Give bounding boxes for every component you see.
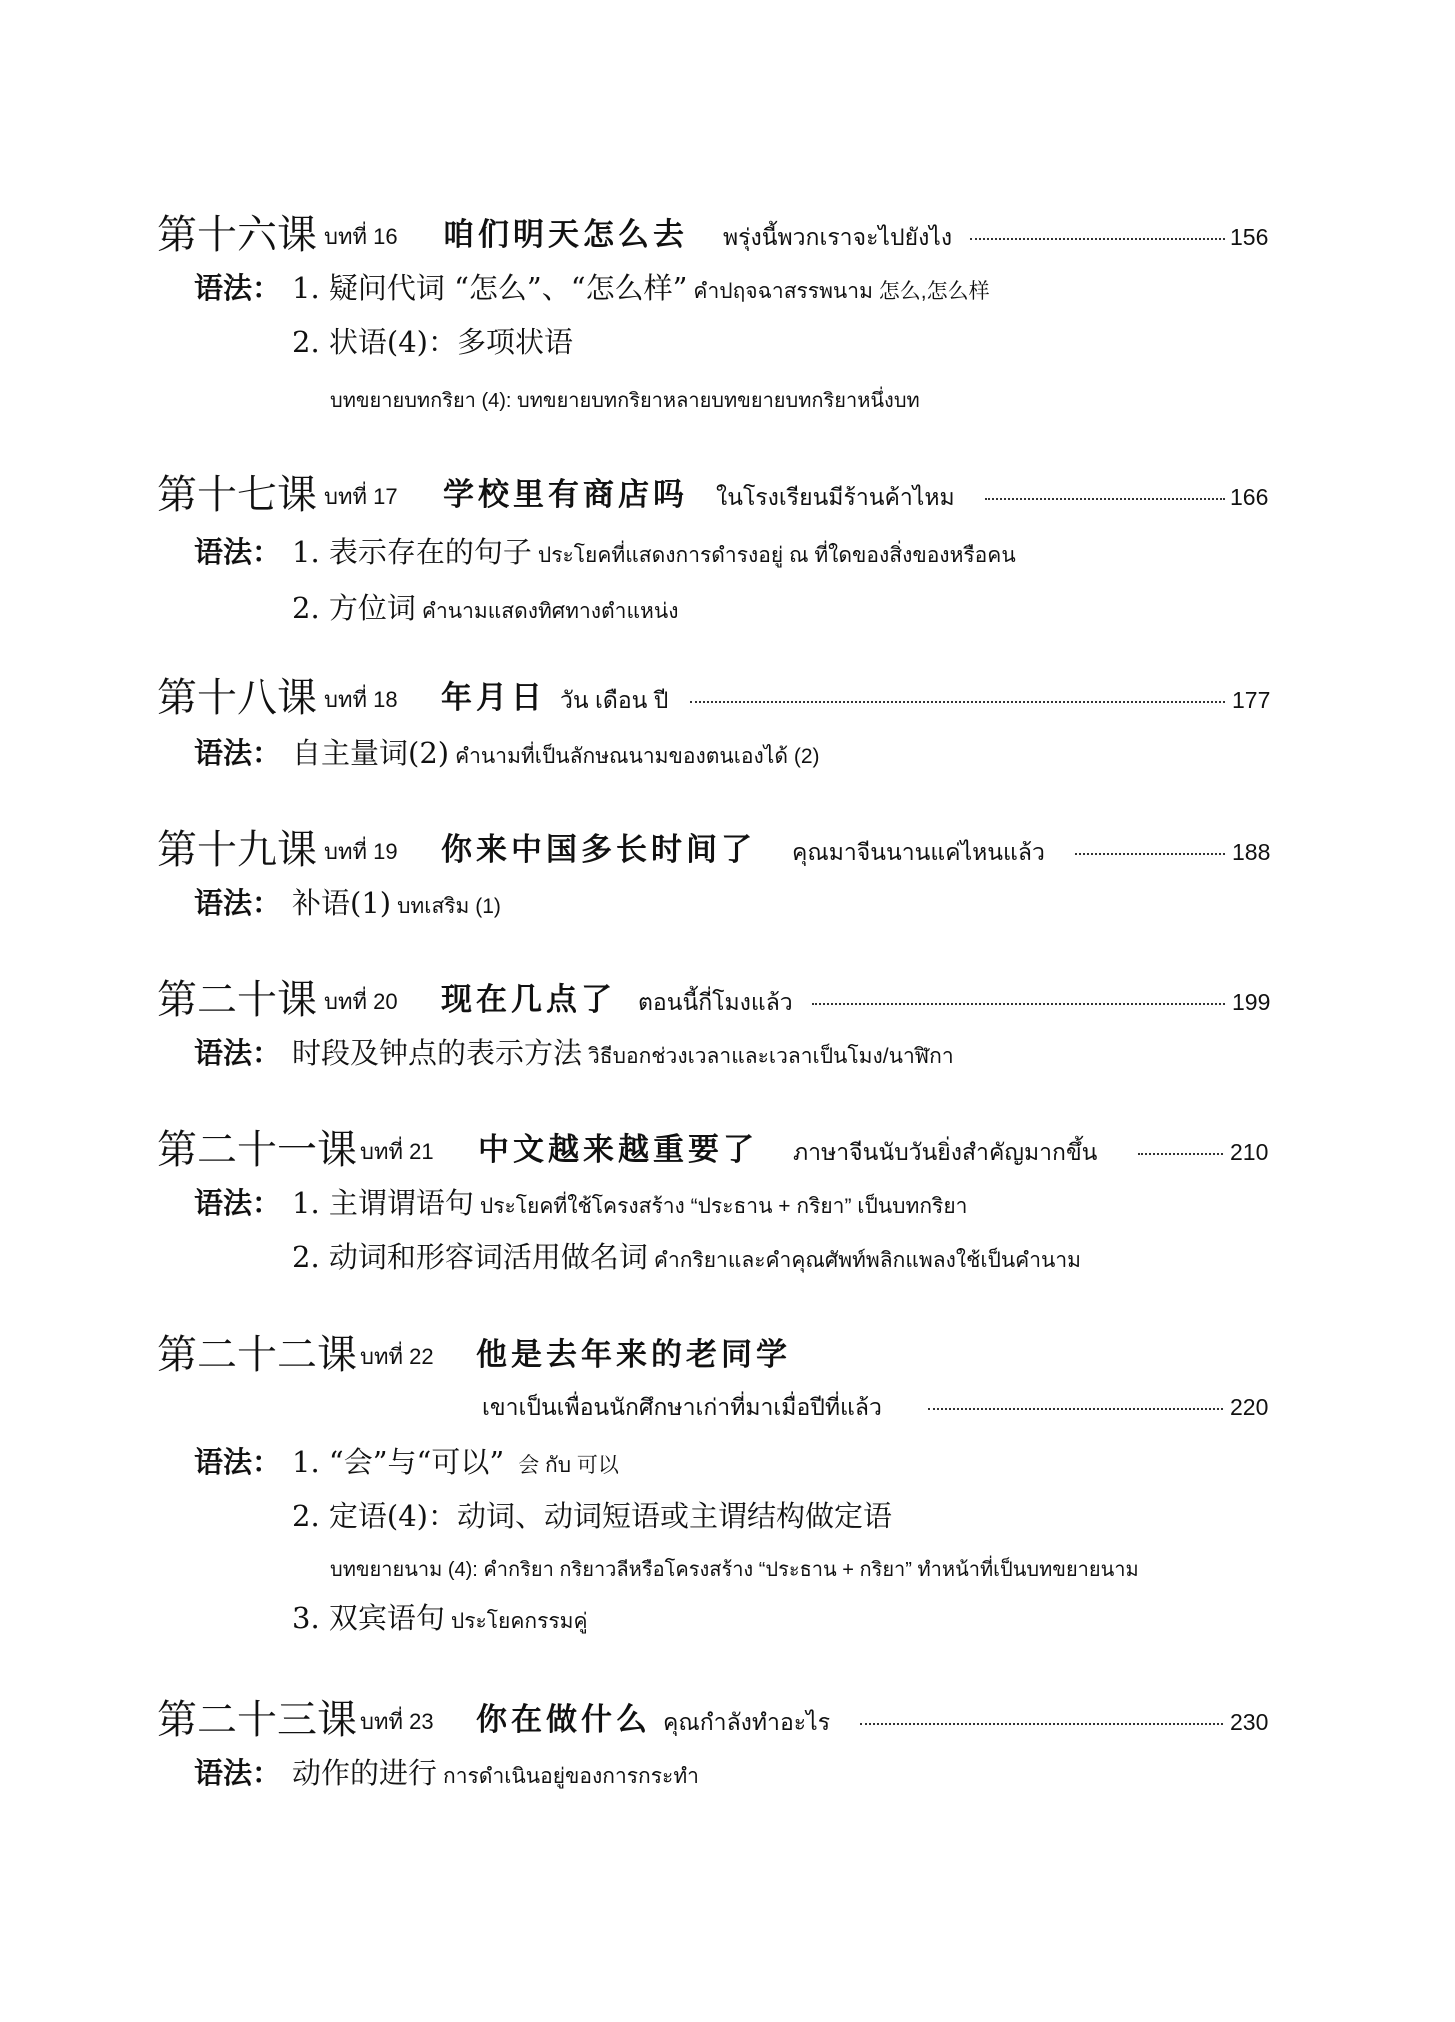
grammar-point-thai: ประโยคที่ใช้โครงสร้าง “ประธาน + กริยา” เป็นบทกริยา bbox=[479, 1195, 968, 1218]
lesson-thai-title: พรุ่งนี้พวกเราจะไปยังไง bbox=[723, 224, 953, 250]
grammar-item bbox=[0, 268, 1455, 308]
grammar-label: 语法： bbox=[194, 1186, 282, 1220]
lesson-number: 第十九课 bbox=[157, 827, 317, 873]
grammar-label: 语法： bbox=[194, 736, 282, 770]
lesson-thai-title: วัน เดือน ปี bbox=[560, 687, 669, 713]
dot-leader bbox=[1075, 853, 1225, 855]
grammar-item bbox=[0, 588, 1455, 628]
grammar-point-thai: การดำเนินอยู่ของการกระทำ bbox=[443, 1765, 699, 1788]
lesson-chinese-title: 年月日 bbox=[441, 680, 546, 716]
lesson-chinese-title: 你在做什么 bbox=[476, 1702, 651, 1738]
page-number: 230 bbox=[1230, 1709, 1269, 1735]
page-number: 177 bbox=[1232, 687, 1271, 713]
page-number: 220 bbox=[1230, 1394, 1269, 1420]
grammar-point-chinese: 动作的进行 bbox=[292, 1756, 438, 1790]
grammar-point-chinese: 自主量词(2) bbox=[292, 736, 450, 770]
grammar-point-thai: 会 กับ 可以 bbox=[518, 1454, 619, 1477]
page-number: 188 bbox=[1232, 839, 1271, 865]
lesson-heading bbox=[0, 210, 1455, 260]
lesson-number: 第二十三课 bbox=[157, 1697, 357, 1743]
grammar-subnote-thai: บทขยายนาม (4): คำกริยา กริยาวลีหรือโครงสร้าง “ประธาน + กริยา” ทำหน้าที่เป็นบทขยายนาม bbox=[330, 1559, 1139, 1581]
dot-leader bbox=[690, 701, 1225, 703]
lesson-number: 第二十课 bbox=[157, 977, 317, 1023]
grammar-point-chinese: 2. 定语(4)：动词、动词短语或主谓结构做定语 bbox=[292, 1499, 892, 1533]
grammar-point-chinese: 1. 表示存在的句子 bbox=[292, 535, 532, 569]
grammar-item bbox=[0, 1753, 1455, 1793]
lesson-thai-number: บทที่ 23 bbox=[360, 1709, 434, 1734]
lesson-thai-title: ภาษาจีนนับวันยิ่งสำคัญมากขึ้น bbox=[793, 1139, 1098, 1165]
lesson-thai-number: บทที่ 17 bbox=[324, 484, 398, 509]
lesson-number: 第十六课 bbox=[157, 212, 317, 258]
lesson-thai-number: บทที่ 16 bbox=[324, 224, 398, 249]
grammar-item bbox=[0, 322, 1455, 362]
lesson-heading bbox=[0, 1695, 1455, 1745]
grammar-item bbox=[0, 883, 1455, 923]
lesson-thai-title: ในโรงเรียนมีร้านค้าไหม bbox=[716, 484, 955, 510]
page-number: 199 bbox=[1232, 989, 1271, 1015]
dot-leader bbox=[985, 498, 1225, 500]
grammar-label: 语法： bbox=[194, 1445, 282, 1479]
grammar-point-thai: วิธีบอกช่วงเวลาและเวลาเป็นโมง/นาฬิกา bbox=[588, 1045, 954, 1068]
page-number: 210 bbox=[1230, 1139, 1269, 1165]
grammar-point-chinese: 补语(1) bbox=[292, 886, 392, 920]
grammar-point-chinese: 1. 主谓谓语句 bbox=[292, 1186, 474, 1220]
lesson-heading bbox=[0, 825, 1455, 875]
grammar-point-chinese: 1. “会”与“可以” bbox=[292, 1445, 505, 1479]
grammar-point-thai: คำนามที่เป็นลักษณนามของตนเองได้ (2) bbox=[455, 745, 820, 768]
lesson-chinese-title: 咱们明天怎么去 bbox=[443, 217, 688, 253]
grammar-point-chinese: 时段及钟点的表示方法 bbox=[292, 1036, 583, 1070]
lesson-heading bbox=[0, 975, 1455, 1025]
grammar-point-chinese: 3. 双宾语句 bbox=[292, 1601, 445, 1635]
grammar-point-thai: ประโยคกรรมคู่ bbox=[450, 1610, 588, 1633]
lesson-heading-continuation bbox=[0, 1380, 1455, 1430]
lesson-chinese-title: 你来中国多长时间了 bbox=[441, 832, 756, 868]
lesson-thai-title: คุณมาจีนนานแค่ไหนแล้ว bbox=[792, 839, 1045, 865]
lesson-chinese-title: 他是去年来的老同学 bbox=[476, 1337, 791, 1373]
dot-leader bbox=[928, 1408, 1223, 1410]
grammar-point-thai: คำนามแสดงทิศทางตำแหน่ง bbox=[421, 600, 679, 623]
dot-leader bbox=[860, 1723, 1223, 1725]
grammar-point-chinese: 2. 动词和形容词活用做名词 bbox=[292, 1240, 648, 1274]
lesson-chinese-title: 学校里有商店吗 bbox=[443, 477, 688, 513]
grammar-subnote bbox=[0, 1555, 1455, 1585]
grammar-label: 语法： bbox=[194, 271, 282, 305]
lesson-number: 第二十二课 bbox=[157, 1332, 357, 1378]
grammar-label: 语法： bbox=[194, 886, 282, 920]
lesson-thai-number: บทที่ 21 bbox=[360, 1139, 434, 1164]
lesson-number: 第二十一课 bbox=[157, 1127, 357, 1173]
grammar-point-thai: คำกริยาและคำคุณศัพท์พลิกแพลงใช้เป็นคำนาม bbox=[653, 1249, 1082, 1272]
lesson-thai-number: บทที่ 22 bbox=[360, 1344, 434, 1369]
grammar-label: 语法： bbox=[194, 535, 282, 569]
lesson-chinese-title: 中文越来越重要了 bbox=[478, 1132, 758, 1168]
grammar-point-chinese: 2. 方位词 bbox=[292, 591, 416, 625]
lesson-thai-number: บทที่ 18 bbox=[324, 687, 398, 712]
lesson-heading bbox=[0, 470, 1455, 520]
grammar-item bbox=[0, 733, 1455, 773]
grammar-point-thai: คำปฤจฉาสรรพนาม 怎么,怎么样 bbox=[693, 280, 990, 303]
lesson-heading bbox=[0, 1125, 1455, 1175]
grammar-item bbox=[0, 1598, 1455, 1638]
grammar-point-chinese: 1. 疑问代词 “怎么”、“怎么样” bbox=[292, 271, 688, 305]
dot-leader bbox=[812, 1003, 1225, 1005]
grammar-item bbox=[0, 1033, 1455, 1073]
grammar-item bbox=[0, 1237, 1455, 1277]
page-number: 156 bbox=[1230, 224, 1269, 250]
grammar-subnote bbox=[0, 386, 1455, 416]
dot-leader bbox=[970, 238, 1225, 240]
grammar-point-thai: ประโยคที่แสดงการดำรงอยู่ ณ ที่ใดของสิ่งของหรือคน bbox=[537, 544, 1016, 567]
grammar-item bbox=[0, 1442, 1455, 1482]
lesson-number: 第十八课 bbox=[157, 675, 317, 721]
lesson-thai-title: คุณกำลังทำอะไร bbox=[663, 1709, 831, 1735]
grammar-label: 语法： bbox=[194, 1036, 282, 1070]
grammar-point-chinese: 2. 状语(4)：多项状语 bbox=[292, 325, 573, 359]
lesson-number: 第十七课 bbox=[157, 472, 317, 518]
lesson-chinese-title: 现在几点了 bbox=[441, 982, 616, 1018]
lesson-heading bbox=[0, 673, 1455, 723]
grammar-label: 语法： bbox=[194, 1756, 282, 1790]
grammar-point-thai: บทเสริม (1) bbox=[397, 895, 501, 918]
grammar-item bbox=[0, 1183, 1455, 1223]
grammar-subnote-thai: บทขยายบทกริยา (4): บทขยายบทกริยาหลายบทขยายบทกริยาหนึ่งบท bbox=[330, 390, 920, 412]
lesson-thai-title: เขาเป็นเพื่อนนักศึกษาเก่าที่มาเมื่อปีที่แล้ว bbox=[482, 1394, 882, 1420]
lesson-thai-number: บทที่ 20 bbox=[324, 989, 398, 1014]
lesson-thai-number: บทที่ 19 bbox=[324, 839, 398, 864]
page-number: 166 bbox=[1230, 484, 1269, 510]
grammar-item bbox=[0, 1496, 1455, 1536]
lesson-thai-title: ตอนนี้กี่โมงแล้ว bbox=[638, 989, 793, 1015]
grammar-item bbox=[0, 532, 1455, 572]
lesson-heading bbox=[0, 1330, 1455, 1380]
dot-leader bbox=[1138, 1153, 1223, 1155]
